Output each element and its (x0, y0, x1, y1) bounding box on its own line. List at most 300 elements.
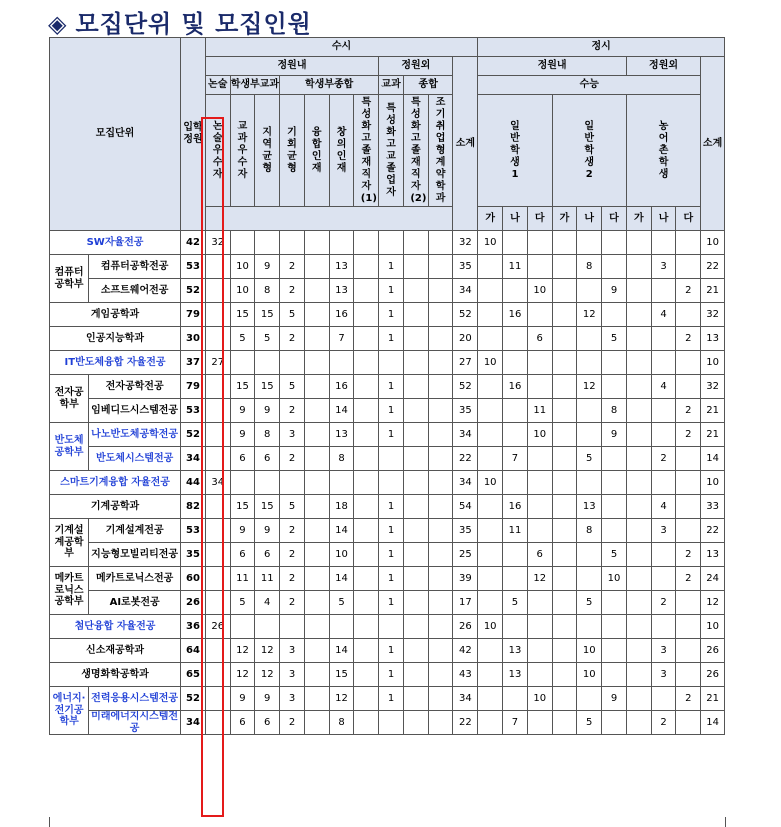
jeongsi-cell (676, 471, 701, 495)
jeongsi-cell (503, 423, 528, 447)
jeongsi-cell (503, 279, 528, 303)
susi-cell (205, 591, 230, 615)
jeongsi-cell: 9 (602, 423, 627, 447)
jeongsi-cell (577, 231, 602, 255)
jeongsi-cell (503, 543, 528, 567)
susi-cell: 9 (255, 519, 280, 543)
susi-cell: 13 (329, 255, 354, 279)
jeongsi-cell: 5 (602, 327, 627, 351)
capacity-cell: 36 (181, 615, 206, 639)
gnd-4: 나 (577, 207, 602, 231)
jeongsi-cell (626, 519, 651, 543)
susi-subtotal-cell: 22 (453, 447, 478, 471)
susi-cell: 12 (230, 639, 255, 663)
jeongsi-subtotal-cell: 33 (701, 495, 725, 519)
jeongsi-cell (552, 591, 577, 615)
susi-cell (379, 711, 404, 735)
susi-cell (403, 471, 428, 495)
susi-subtotal-cell: 27 (453, 351, 478, 375)
susi-cell: 12 (230, 663, 255, 687)
jeongsi-cell: 2 (676, 279, 701, 303)
susi-cell (403, 591, 428, 615)
jeongsi-subtotal-cell: 10 (701, 471, 725, 495)
susi-subtotal-cell: 34 (453, 423, 478, 447)
jeongsi-cell: 10 (527, 423, 552, 447)
susi-cell (379, 471, 404, 495)
susi-subtotal-cell: 54 (453, 495, 478, 519)
jeongsi-subtotal-cell: 21 (701, 279, 725, 303)
capacity-cell: 52 (181, 687, 206, 711)
jeongsi-cell: 10 (577, 663, 602, 687)
jeongsi-cell (527, 663, 552, 687)
susi-cell: 8 (255, 423, 280, 447)
jeongsi-cell (552, 375, 577, 399)
jeongsi-cell (602, 255, 627, 279)
jeongsi-cell: 2 (676, 327, 701, 351)
jeongsi-cell (602, 447, 627, 471)
col-header-5: 창의인재 (329, 95, 354, 207)
col-header-4: 융합인재 (304, 95, 329, 207)
susi-cell (304, 399, 329, 423)
susi-cell (304, 687, 329, 711)
jeongsi-cell: 7 (503, 447, 528, 471)
susi-cell: 15 (255, 375, 280, 399)
susi-cell (428, 327, 453, 351)
susi-cell (304, 591, 329, 615)
jeongsi-subtotal-cell: 14 (701, 447, 725, 471)
dept-name: 컴퓨터공학전공 (89, 255, 181, 279)
gnd-2: 다 (527, 207, 552, 231)
jeongsi-cell (527, 495, 552, 519)
susi-cell: 9 (230, 423, 255, 447)
jeongsi-cell: 16 (503, 375, 528, 399)
susi-cell (304, 495, 329, 519)
jeongsi-cell (552, 231, 577, 255)
susi-cell (304, 279, 329, 303)
susi-cell (354, 279, 379, 303)
susi-cell: 3 (280, 687, 305, 711)
jeongsi-subtotal-cell: 26 (701, 639, 725, 663)
jeongsi-cell (527, 303, 552, 327)
jeongsi-cell (676, 447, 701, 471)
jeongsi-cell: 5 (577, 447, 602, 471)
jeongsi-cell (503, 567, 528, 591)
susi-subtotal-cell: 42 (453, 639, 478, 663)
susi-subtotal-cell: 22 (453, 711, 478, 735)
dept-name: 나노반도체공학전공 (89, 423, 181, 447)
susi-cell (304, 303, 329, 327)
susi-cell (205, 447, 230, 471)
col-header-0: 논술우수자 (205, 95, 230, 207)
susi-cell (403, 711, 428, 735)
table-row (50, 351, 725, 375)
susi-cell: 5 (329, 591, 354, 615)
jeongsi-cell: 3 (651, 663, 676, 687)
susi-cell: 2 (280, 399, 305, 423)
jeongsi-cell: 8 (602, 399, 627, 423)
susi-cell (329, 351, 354, 375)
jeongsi-cell: 9 (602, 279, 627, 303)
susi-cell (205, 399, 230, 423)
table-row (50, 495, 725, 519)
table-row (50, 687, 725, 711)
susi-cell (403, 423, 428, 447)
header-capacity: 입학정원 (181, 38, 206, 231)
susi-cell: 8 (255, 279, 280, 303)
jeongsi-cell (552, 639, 577, 663)
susi-cell: 5 (280, 375, 305, 399)
jeongsi-cell (478, 639, 503, 663)
jeongsi-cell: 6 (527, 543, 552, 567)
jeongsi-cell (626, 495, 651, 519)
jeongsi-subtotal-cell: 24 (701, 567, 725, 591)
gnd-0: 가 (478, 207, 503, 231)
jeongsi-cell (676, 639, 701, 663)
jeongsi-cell (503, 615, 528, 639)
jeongsi-cell: 5 (602, 543, 627, 567)
jeongsi-cell: 9 (602, 687, 627, 711)
susi-cell (354, 495, 379, 519)
susi-cell: 13 (329, 279, 354, 303)
susi-cell: 9 (230, 399, 255, 423)
dept-name: 전자공학전공 (89, 375, 181, 399)
jeongsi-cell (676, 519, 701, 543)
jeongsi-cell (552, 663, 577, 687)
susi-subtotal-cell: 34 (453, 279, 478, 303)
jeongsi-subtotal-cell: 13 (701, 543, 725, 567)
table-row (50, 591, 725, 615)
susi-cell (255, 615, 280, 639)
susi-cell: 14 (329, 519, 354, 543)
gnd-7: 나 (651, 207, 676, 231)
dept-name: 미래에너지시스템전공 (89, 711, 181, 735)
susi-cell (354, 399, 379, 423)
susi-cell (304, 543, 329, 567)
susi-cell: 15 (230, 495, 255, 519)
susi-cell: 1 (379, 375, 404, 399)
jeongsi-cell (602, 375, 627, 399)
table-row (50, 711, 725, 735)
jeongsi-cell (552, 327, 577, 351)
susi-cell: 2 (280, 447, 305, 471)
jeongsi-cell (552, 255, 577, 279)
susi-subtotal-cell: 32 (453, 231, 478, 255)
group-label: 에너지·전기공학부 (50, 687, 89, 735)
susi-cell: 9 (255, 399, 280, 423)
header-susi-within: 정원내 (205, 57, 378, 76)
capacity-cell: 79 (181, 303, 206, 327)
jeongsi-cell: 2 (651, 591, 676, 615)
dept-name: 신소재공학과 (50, 639, 181, 663)
susi-cell (354, 375, 379, 399)
jeongsi-cell: 6 (527, 327, 552, 351)
susi-cell (403, 543, 428, 567)
dept-name: 전력응용시스템전공 (89, 687, 181, 711)
susi-cell (205, 495, 230, 519)
header-spacer (205, 207, 453, 231)
jeongsi-cell (552, 567, 577, 591)
capacity-cell: 53 (181, 399, 206, 423)
jeongsi-cell (626, 615, 651, 639)
capacity-cell: 64 (181, 639, 206, 663)
susi-cell (205, 543, 230, 567)
jeongsi-cell: 4 (651, 303, 676, 327)
susi-subtotal-cell: 17 (453, 591, 478, 615)
susi-cell (428, 519, 453, 543)
susi-cell: 10 (329, 543, 354, 567)
jeongsi-cell (577, 279, 602, 303)
col-header-9: 조기취업형계약학과 (428, 95, 453, 207)
susi-cell: 34 (205, 471, 230, 495)
susi-cell (403, 495, 428, 519)
susi-cell (403, 663, 428, 687)
gnd-8: 다 (676, 207, 701, 231)
jeongsi-cell (676, 663, 701, 687)
capacity-cell: 35 (181, 543, 206, 567)
header-jeongsi: 정시 (478, 38, 725, 57)
susi-subtotal-cell: 52 (453, 375, 478, 399)
susi-cell (403, 351, 428, 375)
susi-cell (379, 615, 404, 639)
susi-cell (354, 519, 379, 543)
col-header-6: 특성화고졸재직자(1) (354, 95, 379, 207)
susi-cell (280, 231, 305, 255)
jeongsi-cell (651, 567, 676, 591)
susi-cell (428, 663, 453, 687)
jeongsi-cell (527, 375, 552, 399)
capacity-cell: 34 (181, 447, 206, 471)
dept-name: 소프트웨어전공 (89, 279, 181, 303)
susi-cell (280, 351, 305, 375)
capacity-cell: 34 (181, 711, 206, 735)
susi-cell (255, 471, 280, 495)
susi-subtotal-cell: 35 (453, 399, 478, 423)
dept-name: 지능형모빌리티전공 (89, 543, 181, 567)
header-susi: 수시 (205, 38, 477, 57)
jeongsi-cell (552, 351, 577, 375)
susi-cell (428, 303, 453, 327)
susi-subtotal-cell: 35 (453, 519, 478, 543)
dept-name: 게임공학과 (50, 303, 181, 327)
susi-cell: 5 (280, 303, 305, 327)
jeongsi-cell (552, 399, 577, 423)
susi-cell: 6 (230, 447, 255, 471)
susi-cell: 13 (329, 423, 354, 447)
table-row (50, 567, 725, 591)
table-row (50, 303, 725, 327)
susi-cell: 16 (329, 375, 354, 399)
jeongsi-cell (626, 663, 651, 687)
jeongsi-cell (626, 375, 651, 399)
jeongsi-cell: 10 (527, 687, 552, 711)
header-suneung: 수능 (478, 76, 701, 95)
susi-cell (428, 615, 453, 639)
capacity-cell: 79 (181, 375, 206, 399)
susi-cell: 15 (329, 663, 354, 687)
jeongsi-cell (676, 375, 701, 399)
jeongsi-cell (577, 351, 602, 375)
susi-cell: 15 (230, 375, 255, 399)
susi-cell (304, 615, 329, 639)
susi-cell: 1 (379, 279, 404, 303)
susi-cell (403, 567, 428, 591)
capacity-cell: 53 (181, 255, 206, 279)
jeongsi-cell: 2 (676, 399, 701, 423)
jeongsi-subtotal-cell: 10 (701, 615, 725, 639)
susi-cell (354, 543, 379, 567)
susi-cell (230, 615, 255, 639)
susi-cell: 15 (255, 303, 280, 327)
jeongsi-subtotal-cell: 21 (701, 399, 725, 423)
susi-cell (403, 279, 428, 303)
jeongsi-cell (552, 423, 577, 447)
jeongsi-cell (626, 543, 651, 567)
susi-cell: 15 (255, 495, 280, 519)
table-row (50, 615, 725, 639)
susi-cell (428, 255, 453, 279)
jeongsi-cell (552, 615, 577, 639)
susi-cell: 5 (255, 327, 280, 351)
susi-cell: 6 (255, 543, 280, 567)
jeongsi-cell (626, 639, 651, 663)
jeongsi-cell: 10 (602, 567, 627, 591)
susi-cell (205, 375, 230, 399)
table-row (50, 471, 725, 495)
capacity-cell: 65 (181, 663, 206, 687)
susi-cell (205, 519, 230, 543)
jeongsi-cell (626, 303, 651, 327)
susi-cell (230, 231, 255, 255)
susi-cell (403, 327, 428, 351)
susi-cell: 6 (230, 543, 255, 567)
susi-cell (428, 711, 453, 735)
susi-cell: 1 (379, 663, 404, 687)
susi-cell (354, 231, 379, 255)
susi-cell (280, 615, 305, 639)
susi-cell: 11 (230, 567, 255, 591)
capacity-cell: 26 (181, 591, 206, 615)
title-text: 모집단위 및 모집인원 (75, 10, 312, 38)
jeongsi-cell (626, 255, 651, 279)
jeongsi-cell (626, 279, 651, 303)
susi-cell: 1 (379, 519, 404, 543)
table-row (50, 279, 725, 303)
jeongsi-cell (527, 711, 552, 735)
susi-cell (428, 495, 453, 519)
col-header-7: 특성화고교졸업자 (379, 95, 404, 207)
dept-name: 생명화학공학과 (50, 663, 181, 687)
header-jeongsi-within: 정원내 (478, 57, 627, 76)
susi-cell (354, 303, 379, 327)
susi-cell (428, 375, 453, 399)
jeongsi-cell (626, 591, 651, 615)
dept-name: 임베디드시스템전공 (89, 399, 181, 423)
susi-cell (354, 471, 379, 495)
susi-cell: 9 (255, 687, 280, 711)
jeongsi-cell: 8 (577, 255, 602, 279)
col-header-1: 교과우수자 (230, 95, 255, 207)
jeongsi-cell (478, 495, 503, 519)
susi-cell: 1 (379, 423, 404, 447)
susi-cell (205, 687, 230, 711)
susi-cell: 6 (255, 711, 280, 735)
jeongsi-cell (527, 591, 552, 615)
susi-cell (304, 663, 329, 687)
jeongsi-subtotal-cell: 26 (701, 663, 725, 687)
jeongsi-cell: 4 (651, 495, 676, 519)
jeongsi-cell: 7 (503, 711, 528, 735)
jeongsi-cell (527, 447, 552, 471)
dept-name: SW자율전공 (50, 231, 181, 255)
susi-cell: 2 (280, 327, 305, 351)
susi-cell (428, 639, 453, 663)
jeongsi-cell (577, 399, 602, 423)
jeongsi-group-0: 일반학생1 (478, 95, 552, 207)
susi-subtotal-cell: 52 (453, 303, 478, 327)
susi-cell (205, 303, 230, 327)
susi-cell: 10 (230, 255, 255, 279)
capacity-cell: 30 (181, 327, 206, 351)
susi-cell (428, 399, 453, 423)
jeongsi-cell (503, 687, 528, 711)
jeongsi-cell (478, 663, 503, 687)
header-subject: 교과 (379, 76, 404, 95)
susi-cell (379, 231, 404, 255)
jeongsi-subtotal-cell: 14 (701, 711, 725, 735)
susi-cell: 7 (329, 327, 354, 351)
jeongsi-cell: 10 (478, 231, 503, 255)
susi-cell (304, 327, 329, 351)
jeongsi-cell (676, 615, 701, 639)
susi-cell (354, 711, 379, 735)
jeongsi-cell: 13 (577, 495, 602, 519)
header-student-record-comprehensive: 학생부종합 (280, 76, 379, 95)
col-header-3: 기회균형 (280, 95, 305, 207)
susi-cell: 9 (255, 255, 280, 279)
jeongsi-cell (626, 471, 651, 495)
susi-subtotal-cell: 34 (453, 687, 478, 711)
capacity-cell: 52 (181, 423, 206, 447)
susi-cell (304, 255, 329, 279)
susi-cell: 1 (379, 495, 404, 519)
jeongsi-cell (478, 423, 503, 447)
jeongsi-cell (478, 375, 503, 399)
susi-cell: 4 (255, 591, 280, 615)
jeongsi-subtotal-cell: 10 (701, 351, 725, 375)
jeongsi-cell (577, 567, 602, 591)
jeongsi-cell (503, 351, 528, 375)
susi-cell (255, 351, 280, 375)
susi-cell: 9 (230, 687, 255, 711)
jeongsi-cell (552, 471, 577, 495)
dept-name: 첨단융합 자율전공 (50, 615, 181, 639)
susi-cell (205, 711, 230, 735)
jeongsi-cell: 2 (676, 687, 701, 711)
table-row (50, 231, 725, 255)
susi-cell (304, 519, 329, 543)
susi-cell (205, 423, 230, 447)
jeongsi-cell (478, 543, 503, 567)
susi-cell (354, 255, 379, 279)
susi-cell (354, 615, 379, 639)
susi-cell: 12 (329, 687, 354, 711)
jeongsi-cell (478, 711, 503, 735)
susi-subtotal-cell: 26 (453, 615, 478, 639)
dept-name: IT반도체융합 자율전공 (50, 351, 181, 375)
jeongsi-cell: 10 (478, 471, 503, 495)
jeongsi-cell (676, 591, 701, 615)
jeongsi-subtotal-cell: 10 (701, 231, 725, 255)
